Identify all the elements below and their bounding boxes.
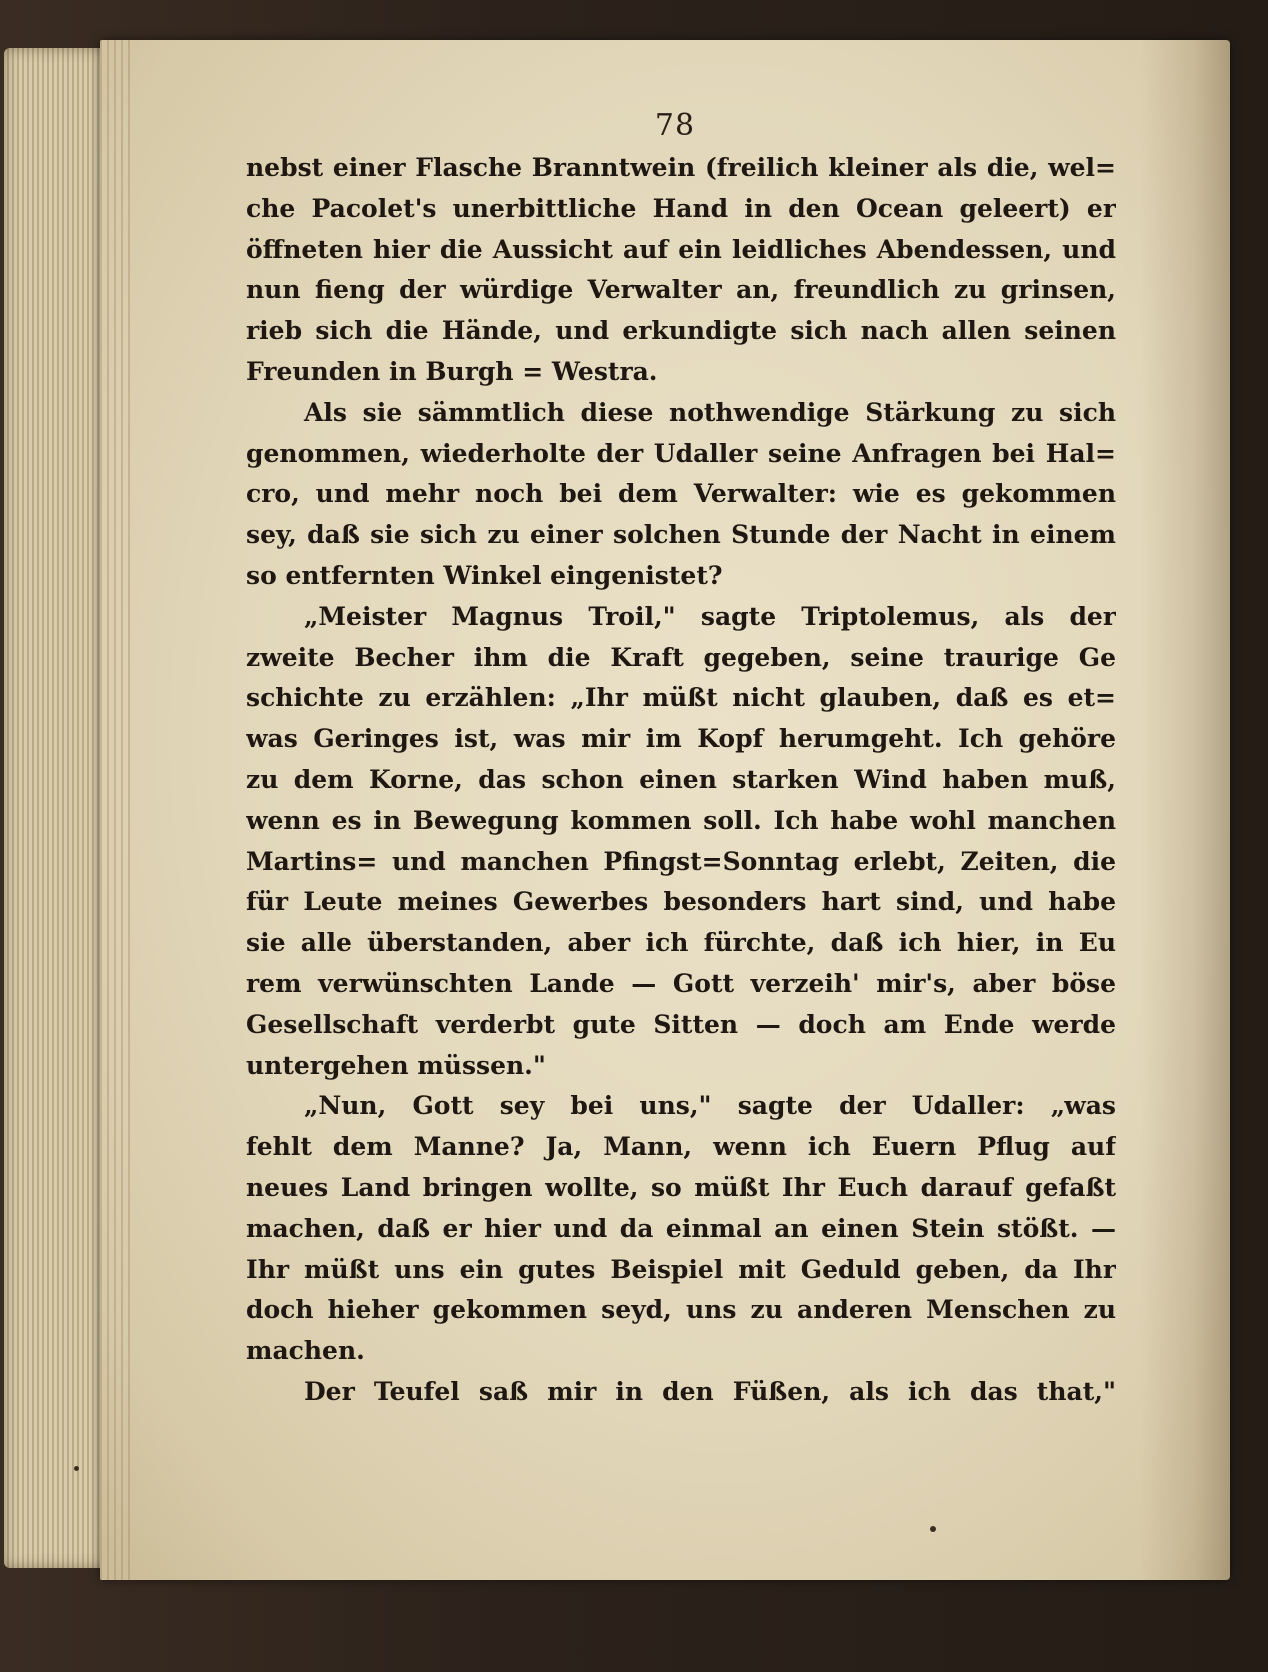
text-line: rem verwünschten Lande — Gott verzeih' mir's, aber böse: [246, 968, 1116, 998]
text-line: Der Teufel saß mir in den Füßen, als ich das that,": [304, 1376, 1116, 1406]
text-line: sey, daß sie sich zu einer solchen Stunde der Nacht in einem: [246, 520, 1116, 550]
text-line: öffneten hier die Aussicht auf ein leidliches Abendessen, und: [246, 234, 1116, 264]
text-line: doch hieher gekommen seyd, uns zu anderen Menschen zu: [246, 1295, 1116, 1325]
text-line: che Pacolet's unerbittliche Hand in den Ocean geleert) er: [246, 193, 1116, 223]
text-line: wenn es in Bewegung kommen soll. Ich habe wohl manchen: [246, 805, 1116, 835]
text-line: für Leute meines Gewerbes besonders hart sind, und habe: [246, 887, 1116, 917]
text-line: Freunden in Burgh = Westra.: [246, 356, 658, 386]
text-line: Gesellschaft verderbt gute Sitten — doch am Ende werde: [246, 1009, 1116, 1039]
text-line: machen.: [246, 1336, 365, 1366]
body-text: [246, 148, 1116, 1413]
text-line: sie alle überstanden, aber ich fürchte, daß ich hier, in Eu: [246, 928, 1116, 958]
text-line: zu dem Korne, das schon einen starken Wind haben muß,: [246, 764, 1116, 794]
text-line: so entfernten Winkel eingenistet?: [246, 560, 723, 590]
text-line: Als sie sämmtlich diese nothwendige Stärkung zu sich: [304, 397, 1116, 427]
text-line: genommen, wiederholte der Udaller seine Anfragen bei Hal=: [246, 438, 1116, 468]
ink-speck: [74, 1466, 79, 1471]
text-line: untergehen müssen.": [246, 1050, 546, 1080]
text-line: rieb sich die Hände, und erkundigte sich nach allen seinen: [246, 316, 1116, 346]
text-line: „Nun, Gott sey bei uns," sagte der Udaller: „was: [304, 1091, 1116, 1121]
text-line: was Geringes ist, was mir im Kopf herumgeht. Ich gehöre: [246, 724, 1116, 754]
text-line: nebst einer Flasche Branntwein (freilich kleiner als die, wel=: [246, 153, 1116, 182]
text-line: machen, daß er hier und da einmal an einen Stein stößt. —: [246, 1213, 1116, 1243]
ink-speck: [930, 1526, 936, 1532]
text-line: cro, und mehr noch bei dem Verwalter: wie es gekommen: [246, 479, 1116, 509]
text-line: schichte zu erzählen: „Ihr müßt nicht glauben, daß es et=: [246, 683, 1116, 713]
page-number: 78: [654, 108, 696, 143]
text-line: nun fieng der würdige Verwalter an, freundlich zu grinsen,: [246, 275, 1116, 305]
text-line: neues Land bringen wollte, so müßt Ihr Euch darauf gefaßt: [246, 1172, 1116, 1202]
text-line: „Meister Magnus Troil," sagte Triptolemus, als der: [304, 601, 1116, 631]
text-line: Ihr müßt uns ein gutes Beispiel mit Geduld geben, da Ihr: [246, 1254, 1116, 1284]
book-page: [100, 40, 1230, 1580]
text-line: zweite Becher ihm die Kraft gegeben, seine traurige Ge: [246, 642, 1116, 672]
text-line: fehlt dem Manne? Ja, Mann, wenn ich Euern Pflug auf: [246, 1132, 1116, 1162]
text-line: Martins= und manchen Pfingst=Sonntag erlebt, Zeiten, die: [246, 846, 1116, 876]
